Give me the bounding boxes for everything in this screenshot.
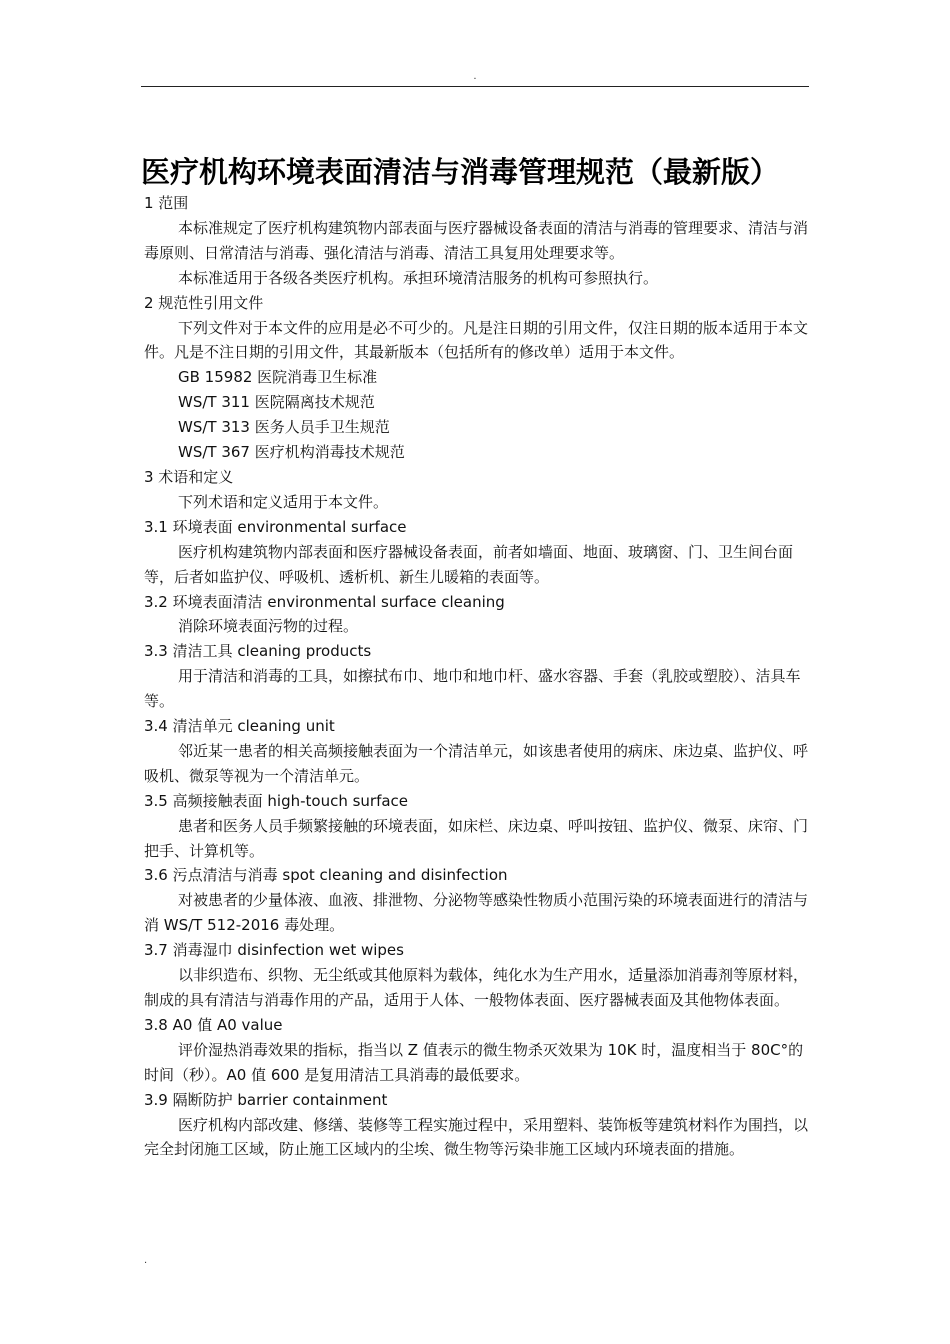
paragraph: 下列文件对于本文件的应用是必不可少的。凡是注日期的引用文件，仅注日期的版本适用于本文件。凡是不注日期的引用文件，其最新版本（包括所有的修改单）适用于本文件。 [144,318,809,362]
header-mark: . [473,71,477,82]
paragraph: 对被患者的少量体液、血液、排泄物、分泌物等感染性物质小范围污染的环境表面进行的清洁与消 WS/T 512-2016 毒处理。 [144,891,809,935]
section-heading: 1 范围 [144,194,189,212]
reference-item: GB 15982 医院消毒卫生标准 [178,368,378,387]
term-heading: 3.6 污点清洁与消毒 spot cleaning and disinfection [144,866,508,885]
reference-item: WS/T 311 医院隔离技术规范 [178,393,375,412]
section-heading: 2 规范性引用文件 [144,293,264,312]
term-heading: 3.2 环境表面清洁 environmental surface cleaning [144,592,505,611]
paragraph: 医疗机构建筑物内部表面和医疗器械设备表面，前者如墙面、地面、玻璃窗、门、卫生间台面等，后者如监护仪、呼吸机、透析机、新生儿暖箱的表面等。 [144,542,794,586]
paragraph: 本标准规定了医疗机构建筑物内部表面与医疗器械设备表面的清洁与消毒的管理要求、清洁与消毒原则、日常清洁与消毒、强化清洁与消毒、清洁工具复用处理要求等。 [144,218,809,262]
paragraph: 邻近某一患者的相关高频接触表面为一个清洁单元，如该患者使用的病床、床边桌、监护仪、呼吸机、微泵等视为一个清洁单元。 [144,741,809,785]
document-title: 医疗机构环境表面清洁与消毒管理规范（最新版） [141,155,780,190]
header-rule [141,86,809,87]
term-heading: 3.8 A0 值 A0 value [144,1015,283,1034]
reference-item: WS/T 313 医务人员手卫生规范 [178,418,390,437]
paragraph: 下列术语和定义适用于本文件。 [178,492,389,511]
document-body [144,191,812,1162]
term-heading: 3.7 消毒湿巾 disinfection wet wipes [144,941,404,960]
section-heading: 3 术语和定义 [144,467,234,486]
term-heading: 3.9 隔断防护 barrier containment [144,1090,388,1109]
paragraph: 患者和医务人员手频繁接触的环境表面，如床栏、床边桌、呼叫按钮、监护仪、微泵、床帘、门把手、计算机等。 [144,816,809,860]
paragraph: 评价湿热消毒效果的指标，指当以 Z 值表示的微生物杀灭效果为 10K 时，温度相当于 80C°的时间（秒）。A0 值 600 是复用清洁工具消毒的最低要求。 [144,1040,804,1084]
reference-item: WS/T 367 医疗机构消毒技术规范 [178,443,405,462]
term-heading: 3.3 清洁工具 cleaning products [144,642,372,661]
term-heading: 3.5 高频接触表面 high-touch surface [144,791,409,810]
term-heading: 3.4 清洁单元 cleaning unit [144,717,335,736]
footer-mark: . [144,1255,148,1266]
paragraph: 医疗机构内部改建、修缮、装修等工程实施过程中，采用塑料、装饰板等建筑材料作为围挡，以完全封闭施工区域，防止施工区域内的尘埃、微生物等污染非施工区域内环境表面的措施。 [144,1115,809,1159]
paragraph: 以非织造布、织物、无尘纸或其他原料为载体，纯化水为生产用水，适量添加消毒剂等原材料，制成的具有清洁与消毒作用的产品，适用于人体、一般物体表面、医疗器械表面及其他物体表面。 [144,966,809,1009]
paragraph: 用于清洁和消毒的工具，如擦拭布巾、地巾和地巾杆、盛水容器、手套（乳胶或塑胶）、洁具车等。 [144,667,801,711]
paragraph: 本标准适用于各级各类医疗机构。承担环境清洁服务的机构可参照执行。 [178,268,659,287]
paragraph: 消除环境表面污物的过程。 [178,617,359,636]
term-heading: 3.1 环境表面 environmental surface [144,517,407,536]
